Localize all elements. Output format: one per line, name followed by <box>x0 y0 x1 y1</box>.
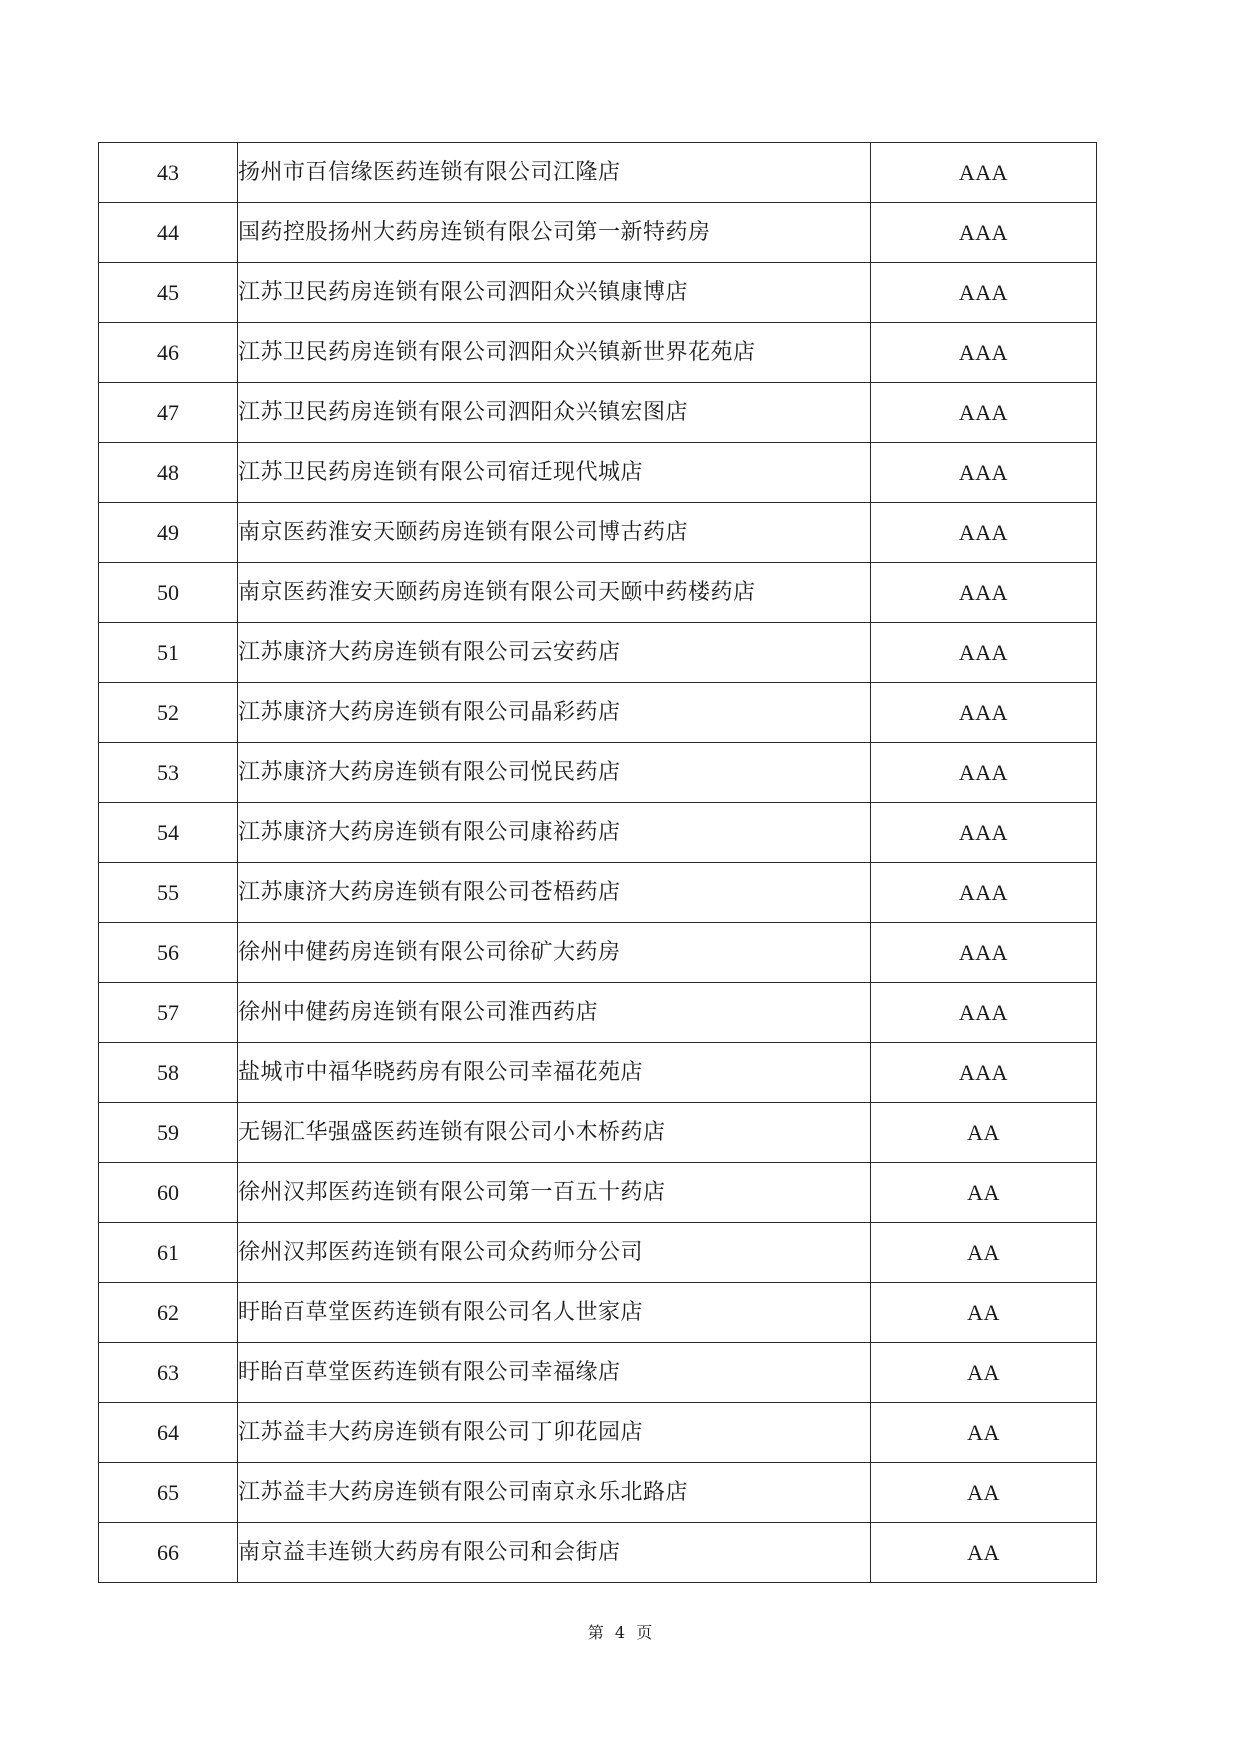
row-number-cell: 53 <box>99 743 238 803</box>
pharmacy-name-cell: 南京医药淮安天颐药房连锁有限公司天颐中药楼药店 <box>238 563 871 623</box>
pharmacy-name-cell: 江苏康济大药房连锁有限公司悦民药店 <box>238 743 871 803</box>
row-number-cell: 43 <box>99 143 238 203</box>
rating-grade-cell: AAA <box>871 563 1097 623</box>
row-number-cell: 50 <box>99 563 238 623</box>
table-row <box>99 1343 1097 1403</box>
pharmacy-name-cell: 江苏康济大药房连锁有限公司康裕药店 <box>238 803 871 863</box>
pharmacy-name-cell: 江苏益丰大药房连锁有限公司丁卯花园店 <box>238 1403 871 1463</box>
pharmacy-name-cell: 江苏康济大药房连锁有限公司苍梧药店 <box>238 863 871 923</box>
rating-grade-cell: AAA <box>871 503 1097 563</box>
footer-prefix: 第 <box>587 1623 604 1642</box>
pharmacy-name-cell: 江苏卫民药房连锁有限公司泗阳众兴镇新世界花苑店 <box>238 323 871 383</box>
pharmacy-name-cell: 江苏康济大药房连锁有限公司云安药店 <box>238 623 871 683</box>
pharmacy-name-cell: 江苏卫民药房连锁有限公司泗阳众兴镇康博店 <box>238 263 871 323</box>
table-row <box>99 803 1097 863</box>
rating-grade-cell: AAA <box>871 983 1097 1043</box>
table-row <box>99 1283 1097 1343</box>
rating-grade-cell: AA <box>871 1283 1097 1343</box>
rating-grade-cell: AAA <box>871 1043 1097 1103</box>
pharmacy-name-cell: 国药控股扬州大药房连锁有限公司第一新特药房 <box>238 203 871 263</box>
row-number-cell: 51 <box>99 623 238 683</box>
table-row <box>99 1103 1097 1163</box>
row-number-cell: 56 <box>99 923 238 983</box>
pharmacy-name-cell: 江苏康济大药房连锁有限公司晶彩药店 <box>238 683 871 743</box>
table-row <box>99 1223 1097 1283</box>
rating-grade-cell: AA <box>871 1403 1097 1463</box>
row-number-cell: 44 <box>99 203 238 263</box>
pharmacy-name-cell: 南京医药淮安天颐药房连锁有限公司博古药店 <box>238 503 871 563</box>
pharmacy-name-cell: 江苏卫民药房连锁有限公司宿迁现代城店 <box>238 443 871 503</box>
pharmacy-rating-table <box>98 142 1097 1583</box>
rating-grade-cell: AA <box>871 1223 1097 1283</box>
row-number-cell: 57 <box>99 983 238 1043</box>
table-row <box>99 1463 1097 1523</box>
row-number-cell: 65 <box>99 1463 238 1523</box>
table-row <box>99 1523 1097 1583</box>
pharmacy-name-cell: 徐州中健药房连锁有限公司淮西药店 <box>238 983 871 1043</box>
table-row <box>99 1403 1097 1463</box>
table-row <box>99 863 1097 923</box>
pharmacy-name-cell: 江苏益丰大药房连锁有限公司南京永乐北路店 <box>238 1463 871 1523</box>
rating-grade-cell: AAA <box>871 743 1097 803</box>
row-number-cell: 61 <box>99 1223 238 1283</box>
pharmacy-name-cell: 徐州汉邦医药连锁有限公司众药师分公司 <box>238 1223 871 1283</box>
rating-grade-cell: AAA <box>871 203 1097 263</box>
row-number-cell: 59 <box>99 1103 238 1163</box>
table-row <box>99 683 1097 743</box>
pharmacy-name-cell: 徐州中健药房连锁有限公司徐矿大药房 <box>238 923 871 983</box>
row-number-cell: 63 <box>99 1343 238 1403</box>
table-row <box>99 203 1097 263</box>
row-number-cell: 62 <box>99 1283 238 1343</box>
table-row <box>99 263 1097 323</box>
table-row <box>99 983 1097 1043</box>
pharmacy-name-cell: 盱眙百草堂医药连锁有限公司幸福缘店 <box>238 1343 871 1403</box>
rating-grade-cell: AA <box>871 1523 1097 1583</box>
table-row <box>99 563 1097 623</box>
pharmacy-name-cell: 南京益丰连锁大药房有限公司和会街店 <box>238 1523 871 1583</box>
table-body <box>99 143 1097 1583</box>
row-number-cell: 66 <box>99 1523 238 1583</box>
pharmacy-name-cell: 无锡汇华强盛医药连锁有限公司小木桥药店 <box>238 1103 871 1163</box>
row-number-cell: 55 <box>99 863 238 923</box>
pharmacy-name-cell: 江苏卫民药房连锁有限公司泗阳众兴镇宏图店 <box>238 383 871 443</box>
row-number-cell: 47 <box>99 383 238 443</box>
pharmacy-name-cell: 徐州汉邦医药连锁有限公司第一百五十药店 <box>238 1163 871 1223</box>
rating-grade-cell: AAA <box>871 923 1097 983</box>
row-number-cell: 54 <box>99 803 238 863</box>
row-number-cell: 48 <box>99 443 238 503</box>
table-row <box>99 323 1097 383</box>
row-number-cell: 49 <box>99 503 238 563</box>
row-number-cell: 45 <box>99 263 238 323</box>
table-row <box>99 503 1097 563</box>
pharmacy-name-cell: 盱眙百草堂医药连锁有限公司名人世家店 <box>238 1283 871 1343</box>
rating-grade-cell: AAA <box>871 323 1097 383</box>
rating-grade-cell: AA <box>871 1163 1097 1223</box>
rating-grade-cell: AAA <box>871 863 1097 923</box>
table-row <box>99 1163 1097 1223</box>
table-row <box>99 143 1097 203</box>
rating-grade-cell: AAA <box>871 383 1097 443</box>
rating-grade-cell: AA <box>871 1463 1097 1523</box>
row-number-cell: 46 <box>99 323 238 383</box>
rating-grade-cell: AAA <box>871 263 1097 323</box>
pharmacy-name-cell: 盐城市中福华晓药房有限公司幸福花苑店 <box>238 1043 871 1103</box>
footer-page-number: 4 <box>614 1623 626 1642</box>
table-row <box>99 443 1097 503</box>
table-row <box>99 743 1097 803</box>
page-footer <box>0 1620 1240 1643</box>
rating-grade-cell: AA <box>871 1103 1097 1163</box>
rating-grade-cell: AAA <box>871 443 1097 503</box>
rating-grade-cell: AA <box>871 1343 1097 1403</box>
rating-grade-cell: AAA <box>871 683 1097 743</box>
table-row <box>99 923 1097 983</box>
row-number-cell: 64 <box>99 1403 238 1463</box>
table-row <box>99 383 1097 443</box>
pharmacy-name-cell: 扬州市百信缘医药连锁有限公司江隆店 <box>238 143 871 203</box>
footer-suffix: 页 <box>636 1623 653 1642</box>
row-number-cell: 52 <box>99 683 238 743</box>
rating-grade-cell: AAA <box>871 803 1097 863</box>
row-number-cell: 60 <box>99 1163 238 1223</box>
rating-grade-cell: AAA <box>871 143 1097 203</box>
table-row <box>99 1043 1097 1103</box>
rating-grade-cell: AAA <box>871 623 1097 683</box>
table-row <box>99 623 1097 683</box>
row-number-cell: 58 <box>99 1043 238 1103</box>
